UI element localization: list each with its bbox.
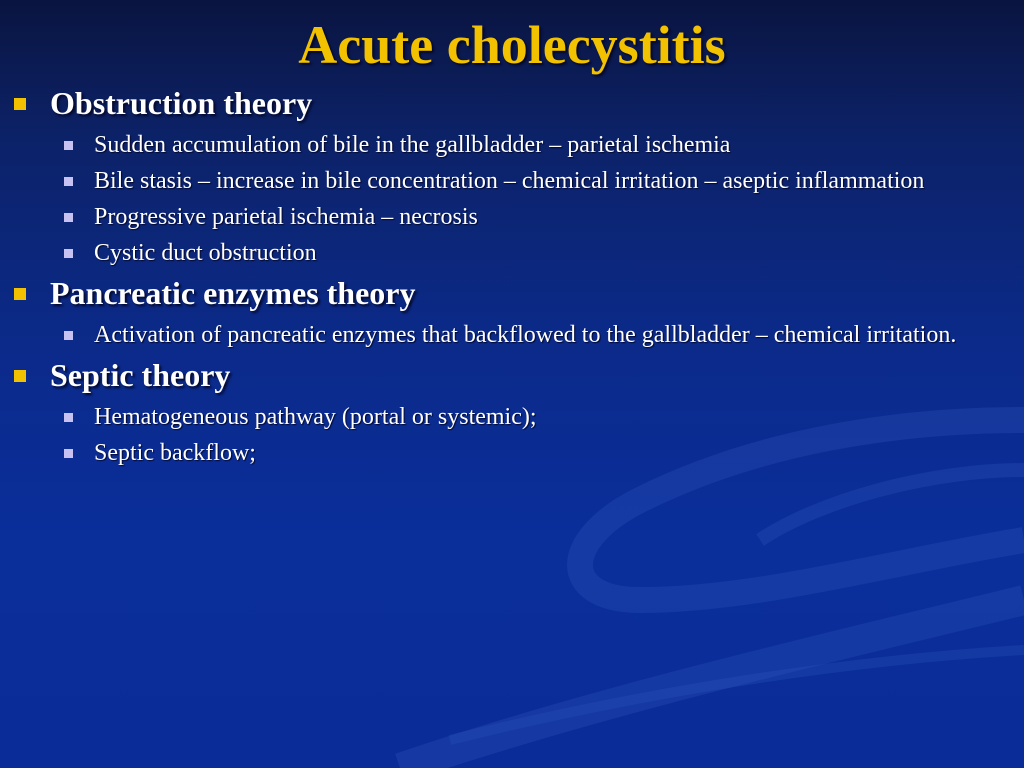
section-pancreatic-enzymes-theory: [12, 272, 1002, 350]
square-bullet-icon: [64, 141, 73, 150]
section-heading-text: Obstruction theory: [50, 85, 313, 121]
section-heading-text: Pancreatic enzymes theory: [50, 275, 416, 311]
square-bullet-icon: [14, 98, 26, 110]
square-bullet-icon: [64, 249, 73, 258]
square-bullet-icon: [14, 288, 26, 300]
section-heading: [12, 272, 1002, 314]
square-bullet-icon: [64, 331, 73, 340]
square-bullet-icon: [64, 213, 73, 222]
list-item: [12, 402, 984, 432]
square-bullet-icon: [64, 177, 73, 186]
section-septic-theory: [12, 354, 1002, 468]
list-item-text: Bile stasis – increase in bile concentration – chemical irritation – aseptic inflammation: [94, 168, 925, 194]
section-heading: [12, 354, 1002, 396]
square-bullet-icon: [14, 370, 26, 382]
section-obstruction-theory: [12, 82, 1002, 268]
list-item: [12, 320, 984, 350]
list-item-text: Septic backflow;: [94, 440, 256, 466]
section-heading-text: Septic theory: [50, 357, 231, 393]
list-item: [12, 202, 984, 232]
list-item: [12, 130, 984, 160]
list-item: [12, 438, 984, 468]
list-item: [12, 238, 984, 268]
list-item-text: Hematogeneous pathway (portal or systemic);: [94, 404, 537, 430]
list-item-text: Activation of pancreatic enzymes that backflowed to the gallbladder – chemical irritation.: [94, 322, 957, 348]
list-item-text: Progressive parietal ischemia – necrosis: [94, 204, 478, 230]
square-bullet-icon: [64, 449, 73, 458]
slide-content: [12, 80, 1002, 472]
slide-title: Acute cholecystitis: [298, 15, 726, 75]
list-item-text: Sudden accumulation of bile in the gallbladder – parietal ischemia: [94, 132, 731, 158]
list-item: [12, 166, 984, 196]
square-bullet-icon: [64, 413, 73, 422]
section-heading: [12, 82, 1002, 124]
list-item-text: Cystic duct obstruction: [94, 240, 317, 266]
